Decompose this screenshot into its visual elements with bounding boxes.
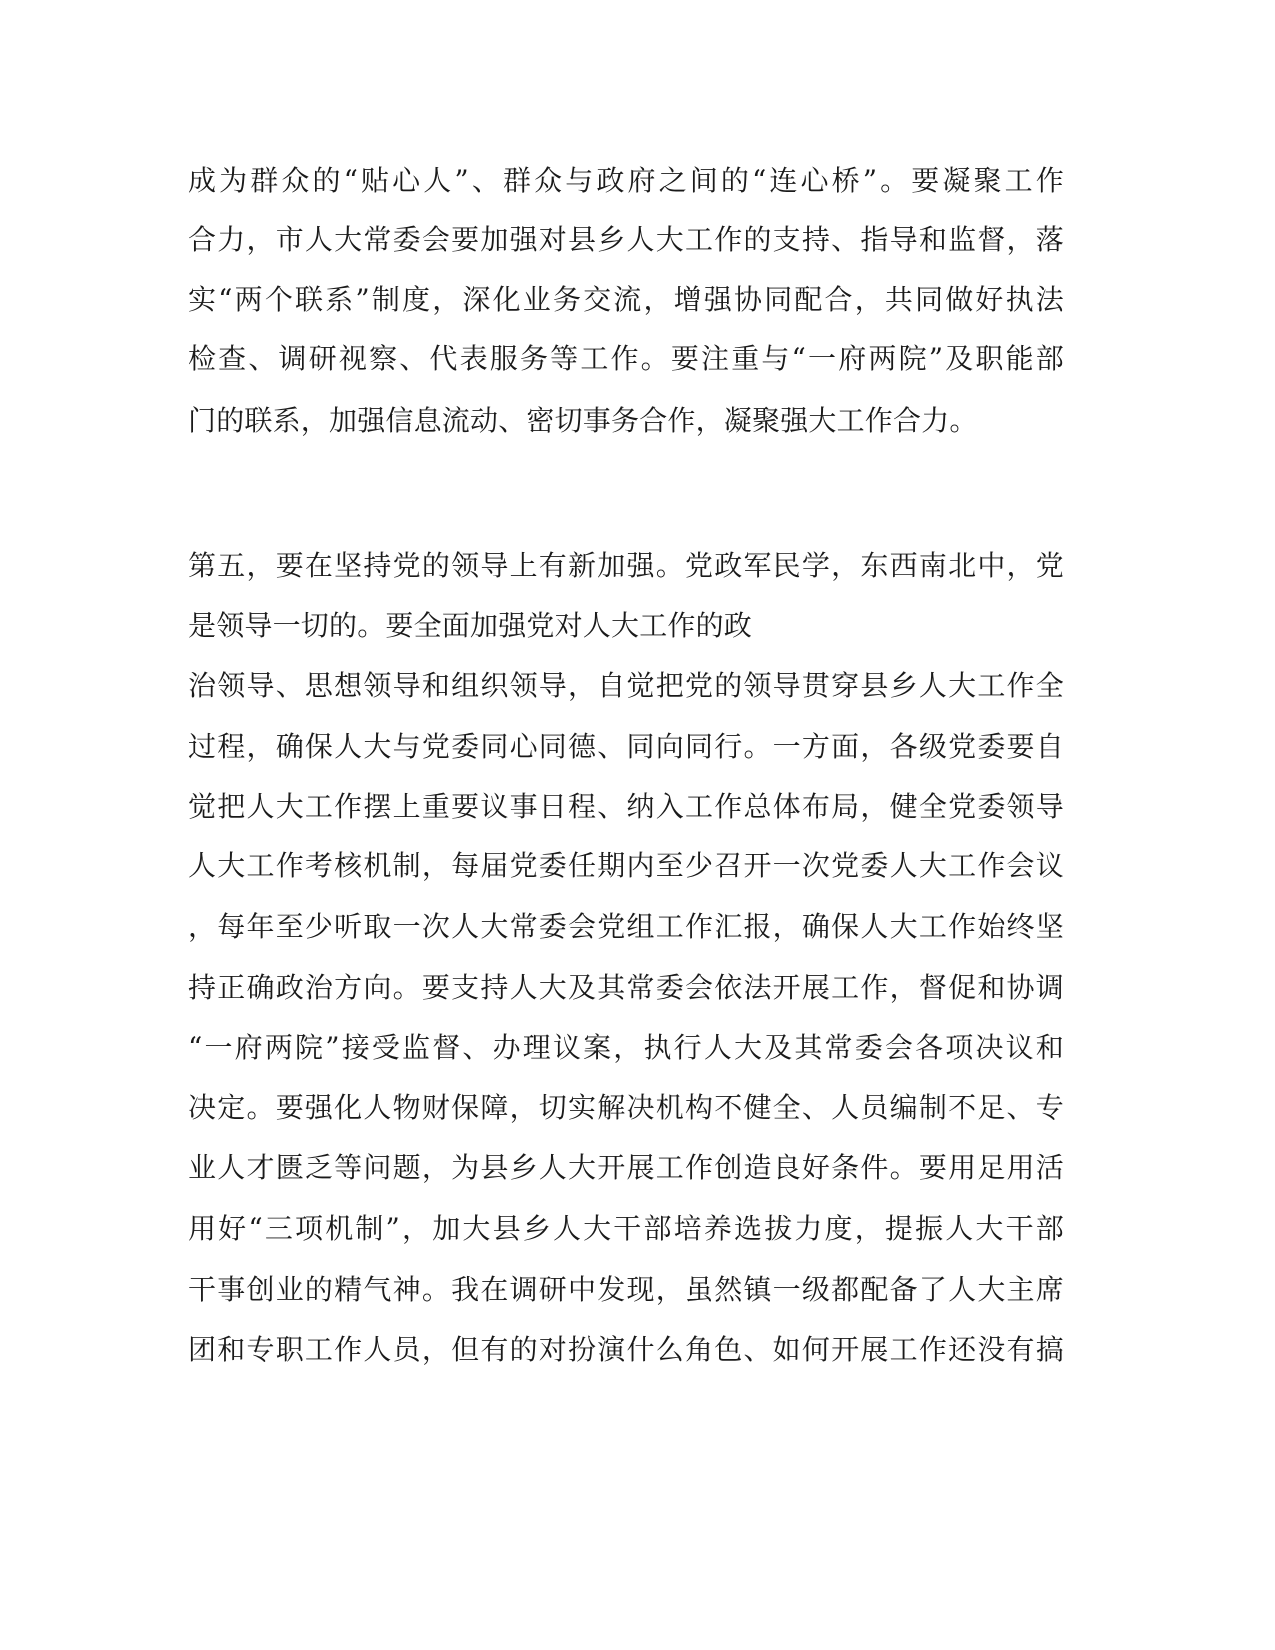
paragraph-1-line-3: 实“两个联系”制度，深化业务交流，增强协同配合，共同做好执法 xyxy=(188,283,1064,316)
paragraph-1-line-1: 成为群众的“贴心人”、群众与政府之间的“连心桥”。要凝聚工作 xyxy=(188,164,1064,197)
paragraph-2-line-5: 觉把人大工作摆上重要议事日程、纳入工作总体布局，健全党委领导 xyxy=(188,790,1064,823)
paragraph-1-line-2: 合力，市人大常委会要加强对县乡人大工作的支持、指导和监督，落 xyxy=(188,223,1064,256)
paragraph-2-line-4: 过程，确保人大与党委同心同德、同向同行。一方面，各级党委要自 xyxy=(188,730,1064,763)
paragraph-2-line-2: 是领导一切的。要全面加强党对人大工作的政 xyxy=(188,609,753,642)
paragraph-2-line-3: 治领导、思想领导和组织领导，自觉把党的领导贯穿县乡人大工作全 xyxy=(188,669,1064,702)
paragraph-2-line-11: 业人才匮乏等问题，为县乡人大开展工作创造良好条件。要用足用活 xyxy=(188,1151,1064,1184)
paragraph-2-line-8: 持正确政治方向。要支持人大及其常委会依法开展工作，督促和协调 xyxy=(188,971,1064,1004)
paragraph-2-line-1: 第五，要在坚持党的领导上有新加强。党政军民学，东西南北中，党 xyxy=(188,549,1064,582)
paragraph-1-line-4: 检查、调研视察、代表服务等工作。要注重与“一府两院”及职能部 xyxy=(188,342,1064,375)
paragraph-2-line-7: ，每年至少听取一次人大常委会党组工作汇报，确保人大工作始终坚 xyxy=(188,910,1064,943)
paragraph-2-line-6: 人大工作考核机制，每届党委任期内至少召开一次党委人大工作会议 xyxy=(188,849,1064,882)
paragraph-2-line-13: 干事创业的精气神。我在调研中发现，虽然镇一级都配备了人大主席 xyxy=(188,1273,1064,1306)
paragraph-2-line-12: 用好“三项机制”，加大县乡人大干部培养选拔力度，提振人大干部 xyxy=(188,1212,1064,1245)
paragraph-1-line-5: 门的联系，加强信息流动、密切事务合作，凝聚强大工作合力。 xyxy=(188,404,978,437)
paragraph-2-line-9: “一府两院”接受监督、办理议案，执行人大及其常委会各项决议和 xyxy=(188,1031,1064,1064)
paragraph-2-line-10: 决定。要强化人物财保障，切实解决机构不健全、人员编制不足、专 xyxy=(188,1091,1064,1124)
paragraph-2-line-14: 团和专职工作人员，但有的对扮演什么角色、如何开展工作还没有搞 xyxy=(188,1333,1064,1366)
